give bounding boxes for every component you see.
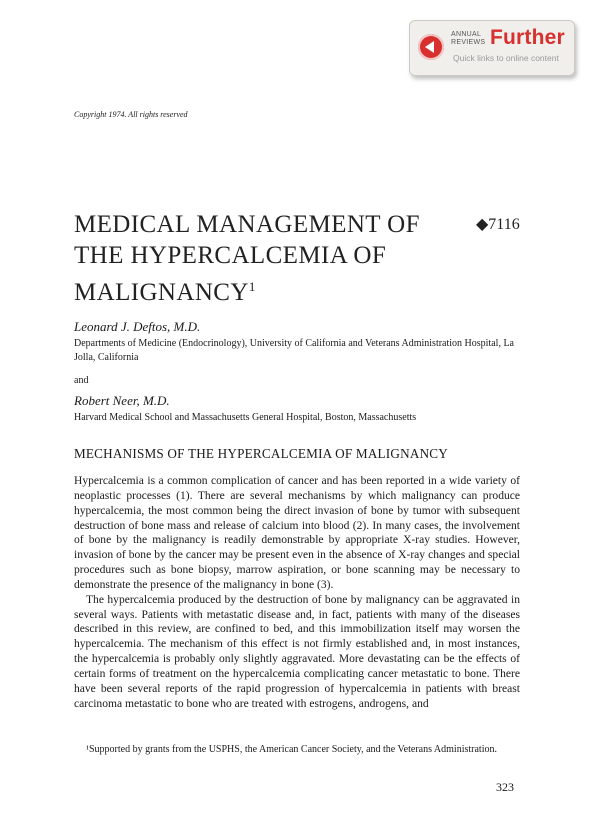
author-name: Robert Neer, M.D.	[74, 393, 170, 408]
author-affiliation: Departments of Medicine (Endocrinology), University of California and Veterans Administration Hospital, La Jolla, California	[74, 338, 514, 363]
footnote-mark: 1	[248, 279, 256, 294]
author-affiliation: Harvard Medical School and Massachusetts General Hospital, Boston, Massachusetts	[74, 412, 417, 423]
page-number: 323	[496, 780, 514, 794]
further-label: Further	[490, 26, 565, 49]
article-code: ◆7116	[476, 216, 520, 233]
further-badge[interactable]	[409, 20, 575, 76]
paragraph: Hypercalcemia is a common complication of cancer and has been reported in a wide variety of neoplastic processes (1). There are several mechanisms by which malignancy can produce hypercalcemia, the most common being the direct invasion of bone by tumor with subsequent destruction of bone mass and release of calcium into blood (2). In many cases, the involvement of bone by the malignancy is readily demonstrable by appropriate X-ray studies. However, invasion of bone by the cancer may be present even in the absence of X-ray changes and special procedures such as bone biopsy, marrow aspiration, or bone scanning may be necessary to demonstrate the presence of the malignancy in bone (3).	[74, 475, 520, 591]
copyright-notice: Copyright 1974. All rights reserved	[74, 110, 188, 119]
quick-links-label: Quick links to online content	[453, 53, 559, 63]
footnote: ¹Supported by grants from the USPHS, the American Cancer Society, and the Veterans Administration.	[86, 744, 497, 755]
and-separator: and	[74, 375, 89, 386]
page-title: MEDICAL MANAGEMENT OF THE HYPERCALCEMIA OF MALIGNANCY$^1$	[74, 211, 420, 306]
paragraph: The hypercalcemia produced by the destruction of bone by malignancy can be aggravated in several ways. Patients with metastatic disease and, in fact, patients with many of the diseases described in this review, are confined to bed, and this immobilization itself may worsen the hypercalcemia. The mechanism of this effect is not firmly established and, in most instances, the hypercalcemia is probably only slightly aggravated. More devastating can be the effects of certain forms of treatment on the hypercalcemia complicating cancer metastatic to bone. There have been several reports of the rapid progression of hypercalcemia in patients with breast carcinoma metastatic to bone who are treated with estrogens, androgens, and	[74, 593, 520, 710]
annual-reviews-logo: ANNUAL REVIEWS	[451, 31, 486, 46]
body-text	[74, 474, 520, 712]
arrow-left-icon	[418, 34, 444, 60]
author-name: Leonard J. Deftos, M.D.	[74, 319, 201, 334]
section-heading: MECHANISMS OF THE HYPERCALCEMIA OF MALIGNANCY	[74, 446, 449, 461]
